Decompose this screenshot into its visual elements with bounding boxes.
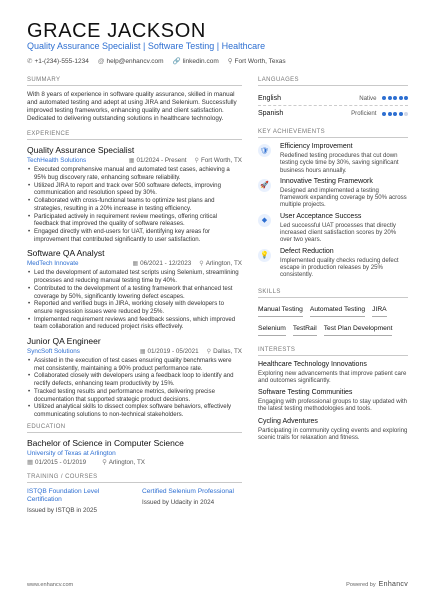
rocket-icon: 🚀: [258, 179, 271, 192]
location-pin-icon: ⚲: [227, 58, 233, 65]
degree: Bachelor of Science in Computer Science: [27, 437, 184, 448]
rating-dot: [388, 96, 392, 100]
job-location: Fort Worth, TX: [200, 157, 242, 165]
training-issuer: Issued by ISTQB in 2025: [27, 506, 98, 514]
interest-item: [258, 389, 408, 413]
interest-desc: Exploring new advancements that improve patient care and outcomes significantly.: [258, 369, 407, 384]
location-pin-icon: ⚲: [206, 349, 212, 356]
skills-list: [258, 303, 408, 341]
phone-icon: ✆: [27, 58, 33, 65]
achievement-item: [258, 143, 408, 174]
job-bullet: • Reported and verified bugs in JIRA, working closely with developers to ensure regression issues were reduced by 25%.: [27, 300, 242, 315]
achievement-item: [258, 248, 408, 279]
job-bullet: • Collaborated closely with developers using a feedback loop to identify and rectify defects, enhancing team productivity by 15%.: [27, 372, 242, 387]
job-bullet: • Collaborated with cross-functional teams to optimize test plans and strategies, resulting in a 20% increase in testing efficiency.: [27, 197, 242, 212]
footer-url[interactable]: www.enhancv.com: [27, 581, 74, 588]
training-heading: TRAINING / COURSES: [27, 474, 242, 483]
achievement-title: Defect Reduction: [280, 247, 334, 255]
experience-heading: EXPERIENCE: [27, 131, 242, 140]
skill-tag: Selenium: [258, 322, 286, 336]
achievement-item: [258, 178, 408, 209]
candidate-name: GRACE JACKSON: [27, 20, 206, 42]
rating-dot: [399, 112, 403, 116]
summary-heading: SUMMARY: [27, 77, 242, 86]
job-bullet: • Contributed to the development of a testing framework that enhanced test coverage by 50%, significantly lowering defect escapes.: [27, 285, 242, 300]
powered-by-label: Powered by: [346, 581, 376, 588]
job-dates: 06/2021 - 12/2023: [140, 260, 192, 268]
contact-bar: [27, 57, 295, 65]
job-bullet: • Tracked testing results and performance metrics, delivering precise documentation that supported strategic product decisions.: [27, 388, 242, 403]
interests-heading: INTERESTS: [258, 347, 408, 356]
language-name: Spanish: [258, 110, 284, 117]
location-pin-icon: ⚲: [102, 458, 107, 466]
shield-icon: 🛡: [258, 144, 271, 157]
language-name: English: [258, 94, 281, 102]
training-name[interactable]: ISTQB Foundation Level Certification: [27, 487, 100, 503]
interest-title: Cycling Adventures: [258, 417, 318, 425]
job-bullet: • Executed comprehensive manual and automated test cases, achieving a 95% bug discovery rate, enhancing software reliability.: [27, 166, 242, 181]
language-row: [258, 91, 408, 106]
rating-dot: [399, 96, 403, 100]
location-pin-icon: ⚲: [194, 158, 199, 165]
achievement-item: [258, 213, 408, 244]
interest-title: Software Testing Communities: [258, 389, 353, 397]
company-name[interactable]: TechHealth Solutions: [27, 157, 87, 165]
footer: [27, 581, 408, 588]
company-name[interactable]: MedTech Innovate: [27, 260, 79, 268]
interest-desc: Participating in community cycling events and exploring scenic trails for relaxation and fitness.: [258, 426, 408, 442]
rating-dot: [393, 112, 397, 116]
phone-text[interactable]: +1-(234)-555-1234: [34, 57, 89, 65]
achievement-desc: Implemented quality checks reducing defect escape in production releases by 25% consistently.: [280, 256, 399, 279]
job-title: Junior QA Engineer: [27, 336, 101, 347]
calendar-icon: ▦: [139, 349, 146, 356]
email-icon: @: [97, 57, 105, 65]
right-column: [258, 77, 408, 446]
location-pin-icon: ⚲: [199, 261, 204, 268]
achievement-title: User Acceptance Success: [280, 212, 362, 220]
diamond-icon: ◆: [258, 214, 271, 227]
job-bullet: • Assisted in the execution of test cases ensuring quality benchmarks were met consistently, maintaining a 90% product performance rate.: [27, 357, 242, 372]
school-name[interactable]: University of Texas at Arlington: [27, 449, 116, 457]
job-bullet: • Led the development of automated test scripts using Selenium, streamlining processes and reducing manual testing time by 40%.: [27, 269, 242, 284]
job-bullet: • Utilized analytical skills to dissect complex software behaviors, effectively communicating solutions to non-technical stakeholders.: [27, 403, 242, 418]
achievement-desc: Designed and implemented a testing framework expanding coverage by 50% across multiple projects.: [280, 186, 407, 209]
company-name[interactable]: SyncSoft Solutions: [27, 348, 80, 356]
job-title: Software QA Analyst: [27, 248, 105, 259]
interest-desc: Engaging with professional groups to stay updated with the latest testing methodologies and tools.: [258, 398, 408, 413]
linkedin-text[interactable]: linkedin.com: [182, 57, 219, 65]
job-bullet: • Utilized JIRA to report and track over 500 software defects, improving communication and resolution speed by 30%.: [27, 182, 242, 197]
skill-tag: JIRA: [372, 303, 387, 317]
rating-dot: [382, 112, 386, 116]
email-text[interactable]: help@enhancv.com: [106, 57, 164, 65]
calendar-icon: ▦: [132, 261, 139, 268]
headline: Quality Assurance Specialist | Software Testing | Healthcare: [27, 41, 266, 51]
achievement-desc: Redefined testing procedures that cut down testing cycle time by 30%, saving significant business hours annually.: [280, 152, 399, 174]
languages-heading: LANGUAGES: [258, 77, 408, 86]
left-column: [27, 77, 242, 514]
lightbulb-icon: 💡: [258, 249, 271, 262]
calendar-icon: ▦: [128, 158, 135, 165]
skills-heading: SKILLS: [258, 289, 408, 298]
skill-tag: Manual Testing: [258, 303, 303, 317]
language-rating: [381, 96, 409, 100]
location-text: Fort Worth, Texas: [234, 57, 286, 65]
rating-dot: [388, 112, 392, 116]
skill-tag: TestRail: [293, 322, 317, 336]
skill-tag: Test Plan Development: [324, 322, 393, 336]
job-bullet: • Implemented requirement reviews and feedback sessions, which improved team collaboration and reduced project risks effectively.: [27, 316, 242, 331]
language-level: Native: [359, 94, 377, 102]
job-location: Arlington, TX: [205, 260, 242, 268]
training-item: [27, 488, 127, 514]
link-icon: 🔗: [172, 58, 181, 65]
rating-dot: [404, 96, 408, 100]
job-dates: 01/2024 - Present: [136, 157, 187, 165]
job-entry: [27, 336, 242, 419]
job-bullet: • Engaged directly with end-users for UAT, identifying key areas for improvement that contributed significantly to user satisfaction.: [27, 228, 242, 243]
training-name[interactable]: Certified Selenium Professional: [142, 487, 234, 495]
rating-dot: [393, 96, 397, 100]
rating-dot: [382, 96, 386, 100]
rating-dot: [404, 112, 408, 116]
interest-item: [258, 418, 408, 442]
job-entry: [27, 248, 242, 331]
training-item: [142, 488, 242, 514]
edu-dates: 01/2015 - 01/2019: [34, 458, 87, 466]
job-dates: 01/2019 - 05/2021: [147, 348, 199, 356]
language-level: Proficient: [351, 110, 377, 117]
training-issuer: Issued by Udacity in 2024: [142, 498, 215, 506]
education-heading: EDUCATION: [27, 424, 242, 433]
calendar-icon: ▦: [27, 458, 33, 466]
achievement-title: Innovative Testing Framework: [280, 177, 373, 185]
language-rating: [381, 112, 409, 116]
achievements-heading: KEY ACHIEVEMENTS: [258, 129, 408, 138]
job-entry: [27, 145, 242, 243]
achievement-title: Efficiency Improvement: [280, 143, 353, 150]
summary-text: With 8 years of experience in software quality assurance, skilled in manual and automated testing and adept at using JIRA and Selenium. Successfully improved testing frameworks, enhancing quality and client satisfaction. Dedicated to delivering outstanding solutions in healthcare technology.: [27, 91, 237, 123]
job-title: Quality Assurance Specialist: [27, 145, 135, 156]
job-bullet: • Participated actively in requirement review meetings, offering critical feedback that improved the quality of software releases.: [27, 213, 242, 228]
interest-title: Healthcare Technology Innovations: [258, 360, 367, 368]
edu-location: Arlington, TX: [108, 458, 145, 466]
job-location: Dallas, TX: [213, 348, 242, 356]
achievement-desc: Led successful UAT processes that directly increased client satisfaction scores by 20% over two years.: [280, 221, 397, 244]
interest-item: [258, 361, 408, 385]
brand-logo: Enhancv: [378, 581, 408, 588]
skill-tag: Automated Testing: [310, 303, 365, 317]
language-row: [258, 106, 408, 121]
